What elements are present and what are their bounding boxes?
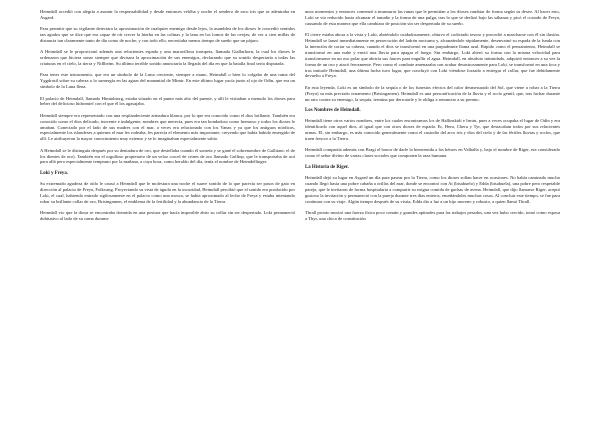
paragraph: Thrall pronto mostró una fuerza física poco común y grandes aptitudes para las trabajos pesados, una vez hubo crecido, tomó como esposa a Thyr, una chica de constitución	[305, 210, 560, 221]
paragraph: unos momentos y entonces comenzó a murmurar las runas que le permitían a los dioses cambiar de forma según su deseo. Al hacer esto, Loki se vio reducido hasta alcanzar el tamaño y la forma de una pulga, tras lo que se deslizó bajo las sábanas y picó el costado de Freya, causando de esta manera que ella cambiara de posición sin ser despertada de su sueño.	[305, 9, 560, 26]
paragraph: A Heimdall se le proporcionó además una relucientes espada y una maravillosa trompeta, llamada Giallarhorn, la cual los dioses le ordenaron que hiciera sonar siempre que divisara la aproximación de sus enemigos, declarando que su sonido despertaría a todas las criaturas en el cielo, la tierra y Niflheim. Su último terrible sonido anunciaría la llegada del día en que la batalla final sería disputada.	[40, 49, 295, 67]
paragraph: Heimdall compartía además con Bragi el honor de darle la bienvenida a los héroes en Valhalla y, bajo el nombre de Riger, era considerado como el señor divino de varias clases sociales que componen la raza humana.	[305, 147, 560, 159]
paragraph: El palacio de Heimdall, llamado Himinbiorg, estaba situado en el punto más alto del puente, y allí le visitaban a menudo los dioses para beber del delicioso hidromiel con el que él los agasajaba.	[40, 95, 295, 107]
right-column	[305, 9, 560, 424]
left-column	[40, 9, 295, 424]
section-heading: Loki y Freya.	[40, 170, 69, 176]
paragraph: Para permitir que su vigilante detectara la aproximación de cualquier enemigo desde lejos, la asamblea de los dioses le concedió sentidos tan agudos que se dice que era capaz de oír crecer la hierba en las colinas y la lana en los lomos de las ovejas; de ver a cien millas de distancia tan claramente tanto de día como de noche; y con todo ello, necesitaba menos tiempo de sueño que un pájaro.	[40, 26, 295, 44]
paragraph: Heimdall accedió con alegría a asumir la responsabilidad y desde entonces velóba y noche el sendero de arco iris que se adentraba en Asgard.	[40, 9, 295, 20]
paragraph: A Heimdall se le distinguía después por su dentadura de oro, que destellaba cuando él sonreía y se gané el sobrenombre de Gullitani: el de los dientes de oro). También era el orgulloso propietario de un veloz corcel de crines de oro llamado Gulltop, que le transportaba de acá para allá pero especialmente temprano por la mañana, a cuya hora, como heraldo del día, tenía el nombre de Heimdellinger.	[40, 147, 295, 165]
paragraph: Heimdall siempre era representado con una resplandeciente armadura blanca, por lo que era conocido como el dios brillante. También era conocido como el dios delicado, inocente e indulgente, nombres que merecía, pues era tan bondadoso como hermoso y todos los dioses le amaban. Conectado por el lado de sus madres con el mar, a veces era relacionado con los Vanas y ya que los antiguos nórdicos, especialmente los islandeses a quienes el mar les rodeaba, les parecía el elemento más importante, creyendo que había habido emergido de allí. Le atribuyeron la mayor conocimiento muy extenso y se lo imaginaban especialmente sabio.	[40, 112, 295, 142]
paragraph: En esta leyenda, Loki es un símbolo de la sequía o de los funestos efectos del calor desmesurado del Sol, que viene a robar a la Tierra (Freya) su más preciado ornamento (Brisingamen). Heimdall es una personificación de la lluvia y el rocío gentil, que, tras luchar durante un rato contra su enemigo, la sequía, termina por derrotarle y le obliga a renunciar a su premio.	[305, 84, 560, 102]
paragraph: Heimdall dejó su lugar en Asgard un día para pasear por la Tierra, como los dioses solían hacer en ocasiones. No había caminado mucho cuando llegó hasta una pobre cabaña a orillas del mar, donde se encontró con Ai (bisabuelo) y Edda (bisabuela), una pobre pero respetable pareja, que le invitaron de forma hospitalaria a compartir su exigua comida de gachas de avena. Heimdall, que dijo llamarse Riger, aceptó gustoso la invitación y permaneció con la pareja durante tres días enteros, enseñándoles muchas cosas. Al concluir este tiempo, se fue para continuar con su viaje. Algún tiempo después de su visita, Edda dio a luz a un hijo moreno y robusto, a quien llamó Thrall.	[305, 175, 560, 204]
paragraph: Para tener este instrumento, que era un símbolo de la Luna creciente, siempre a mano, Heimdall o bien lo colgaba de una rama del Yggdrasil sobre su cabeza o lo sumergía en las aguas del manantial de Mimir. En este último lugar yacía junto al ojo de Odín, que era un símbolo de la Luna llena.	[40, 72, 295, 90]
paragraph: Heimdall vio que la diosa se encontraba dormida en una postura que hacía imposible abrir su collar sin ser despertada. Loki permaneció dubitativo al lado de su cama durante	[40, 210, 295, 222]
paragraph: Heimdall tiene otros varios nombres, entre los cuales encontramos los de Hallinskidi e Irmin, pues a veces ocupaba el lugar de Odín y era identificado con aquel dios, al igual que con otros dioses de espada. Er, Heru, Cheru y Tyr, que destacaban todos por sus relucientes armas. El, sin embargo, es más conocido generalmente como el custodio del arco iris y dios del cielo y de las fértiles lluvias y rocíos, que traen frescor a la Tierra.	[305, 118, 560, 142]
section-heading: La Historia de Riger.	[305, 164, 349, 170]
section-heading: Los Nombres de Heimdall.	[305, 107, 361, 113]
paragraph: El cierre estaba ahora a la vista y Loki, abriéndolo cuidadosamente, obtuvo el codiciado tesoro y procedió a marcharse con él sin ilusión. Heimdall se lanzó inmediatamente en persecución del ladrón nocturno y, alcanzándole rápidamente, desenvainó su espada de la funda con la intención de cortar su cabeza, cuando el dios se transformó en una parpadeante llama azul. Rápido como el pensamiento, Heimdall se transformó en una nube y envió una lluvia para apagar el fuego. Sin embargo, Loki alteró su forma con la misma velocidad para transformarse en un oso polar que abriría sus fauces para engullir el agua. Heimdall, en absoluto intimidado, adquirió entonces a su vez la forma de un oso y atacó ferozmente. Pero como el combate amenazaba con acabar desastrosamente para Loki, se transformó en una foca y tras imitarle Heimdall, una última lucha tuvo lugar, que concluyó con Loki viéndose forzado a entregar el collar, que fue debidamente devuelto a Freya.	[305, 32, 560, 79]
paragraph: Su extremado agudeza de oído le causó a Heimdall que le molestara una noche el suave sonido de lo que parecía ser pasos de gato en dirección al palacio de Freya, Folkvang. Proyectando su vista de águila en la oscuridad, Heimdall percibió que el sonido era producido por Loki, el cual, habiendo entrado sigilosamente en el palacio como una mosca, se había aproximado al lecho de Freya y estaba intentando robar su brillante collar de oro, Brisingamen, el emblema de la fertilidad y la abundancia de la Tierra.	[40, 181, 295, 204]
